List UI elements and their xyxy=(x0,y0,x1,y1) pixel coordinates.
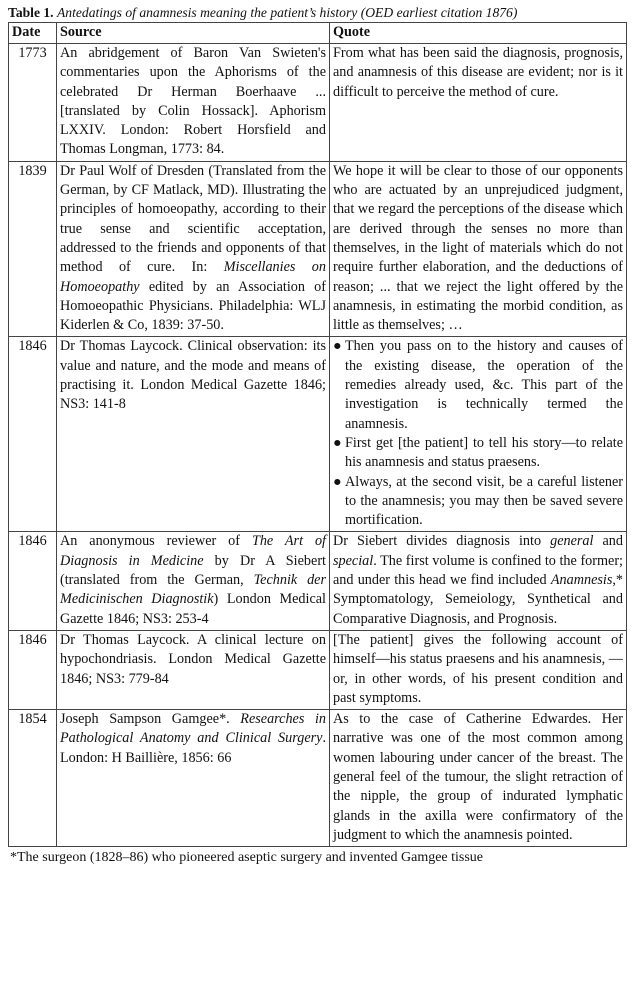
quote-text: ,* Symptomatology, Semeiology, Synthetical and Comparative Diagnosis, and Prognosis. xyxy=(333,572,623,627)
table-row xyxy=(9,337,627,532)
quote-text: As to the case of Catherine Edwardes. Her narrative was one of the most common among women labouring under cancer of the breast. The general feel of the tumour, the slight retraction of the nipple, the group of indurated lymphatic glands in the axilla were confirmatory of the judgment to which the anamnesis pointed. xyxy=(333,711,623,843)
quote-text: [The patient] gives the following account of himself—his status praesens and his anamnesis, —or, in other words, of his present condition and past symptoms. xyxy=(333,631,623,706)
header-date: Date xyxy=(9,23,57,44)
source-text: edited by an Association of Homoeopathic Physicians. Philadelphia: WLJ Kiderlen & Co, 1839: 37-50. xyxy=(60,278,326,334)
row-date: 1839 xyxy=(9,161,57,337)
table-title: Antedatings of anamnesis meaning the patient’s history (OED earliest citation 1876) xyxy=(57,5,518,20)
source-title: Miscellanies on Homoeopathy xyxy=(60,259,326,295)
row-date: 1846 xyxy=(9,337,57,532)
row-quote xyxy=(330,337,627,532)
row-source xyxy=(57,630,330,709)
row-source xyxy=(57,337,330,532)
source-title: Technik der Medicinischen Diagnostik xyxy=(60,572,326,608)
document-page xyxy=(8,4,626,867)
row-date: 1846 xyxy=(9,630,57,709)
table-row xyxy=(9,532,627,630)
row-source xyxy=(57,532,330,630)
bullet-icon: ● xyxy=(333,473,342,490)
header-quote: Quote xyxy=(330,23,627,44)
source-text: Dr Thomas Laycock. A clinical lecture on hypochondriasis. London Medical Gazette 1846; NS3: 779-84 xyxy=(60,631,326,687)
header-source: Source xyxy=(57,23,330,44)
quote-text: Dr Siebert divides diagnosis into xyxy=(333,533,551,550)
row-source xyxy=(57,44,330,162)
source-text: ) London Medical Gazette 1846; NS3: 253-4 xyxy=(60,591,326,627)
table-row xyxy=(9,630,627,709)
quote-bullet-item xyxy=(333,473,623,531)
row-quote xyxy=(330,630,627,709)
table-row xyxy=(9,44,627,162)
quote-text: First get [the patient] to tell his story—to relate his anamnesis and status praesens. xyxy=(345,434,623,471)
row-quote xyxy=(330,44,627,162)
row-quote xyxy=(330,161,627,337)
quote-bullet-item xyxy=(333,337,623,433)
table-label: Table 1. xyxy=(8,5,54,20)
source-text: Dr Thomas Laycock. Clinical observation: its value and nature, and the mode and means of practising it. London Medical Gazette 1846; NS3: 141-8 xyxy=(60,338,326,413)
quote-text: Always, at the second visit, be a careful listener to the anamnesis; you may then be saved severe mortification. xyxy=(345,473,623,529)
antedatings-table xyxy=(8,22,627,847)
source-text: An anonymous reviewer of xyxy=(60,533,252,550)
row-source xyxy=(57,161,330,337)
quote-bullet-item xyxy=(333,434,623,473)
quote-emphasis: special xyxy=(333,552,374,569)
row-source xyxy=(57,710,330,847)
table-footnote: *The surgeon (1828–86) who pioneered aseptic surgery and invented Gamgee tissue xyxy=(10,850,484,866)
bullet-icon: ● xyxy=(333,434,342,451)
quote-text: Then you pass on to the history and causes of the existing disease, the operation of the remedies already used, &c. This part of the investigation is technically termed the anamnesis. xyxy=(345,338,623,432)
table-row xyxy=(9,161,627,337)
row-date: 1773 xyxy=(9,44,57,162)
source-text: by Dr A Siebert (translated from the German, xyxy=(60,552,326,589)
table-caption xyxy=(8,4,626,21)
table-header-row xyxy=(9,23,627,44)
row-quote xyxy=(330,710,627,847)
bullet-icon: ● xyxy=(333,338,342,355)
source-text: Dr Paul Wolf of Dresden (Translated from the German, by CF Matlack, MD). Illustrating the principles of homoeopathy, according to their true sense and scientific acceptation, addressed to the friends and opponents of that method of cure. In: xyxy=(60,162,326,276)
source-text: Joseph Sampson Gamgee*. xyxy=(60,711,241,728)
table-row xyxy=(9,710,627,847)
quote-emphasis: general xyxy=(550,533,594,550)
quote-text: and xyxy=(593,533,623,550)
source-text: An abridgement of Baron Van Swieten's commentaries upon the Aphorisms of the celebrated Dr Herman Boerhaave ... [translated by Colin Hossack]. Aphorism LXXIV. London: Robert Horsfield and Thomas Longman, 1773: 84. xyxy=(60,45,326,158)
source-title: The Art of Diagnosis in Medicine xyxy=(60,533,326,569)
row-date: 1854 xyxy=(9,710,57,847)
quote-bullet-list xyxy=(333,337,623,530)
row-quote xyxy=(330,532,627,630)
quote-text: From what has been said the diagnosis, prognosis, and anamnesis of this disease are evident; nor is it difficult to perceive the method of cure. xyxy=(333,45,623,100)
quote-text: . The first volume is confined to the former; and under this head we find included xyxy=(333,552,623,589)
quote-emphasis: Anamnesis xyxy=(550,572,613,589)
quote-text: We hope it will be clear to those of our opponents who are actuated by an unprejudiced judgment, that we regard the perceptions of the disease which are derived through the senses no more than themselves, in the light of materials which do not require further elaboration, and the deductions of reason; ... that we reject the light offered by the anamnesis, in estimating the morbid condition, as little as themselves; … xyxy=(333,162,623,334)
source-title: Researches in Pathological Anatomy and Clinical Surgery xyxy=(60,711,326,747)
row-date: 1846 xyxy=(9,532,57,630)
source-text: . London: H Baillière, 1856: 66 xyxy=(60,730,326,766)
